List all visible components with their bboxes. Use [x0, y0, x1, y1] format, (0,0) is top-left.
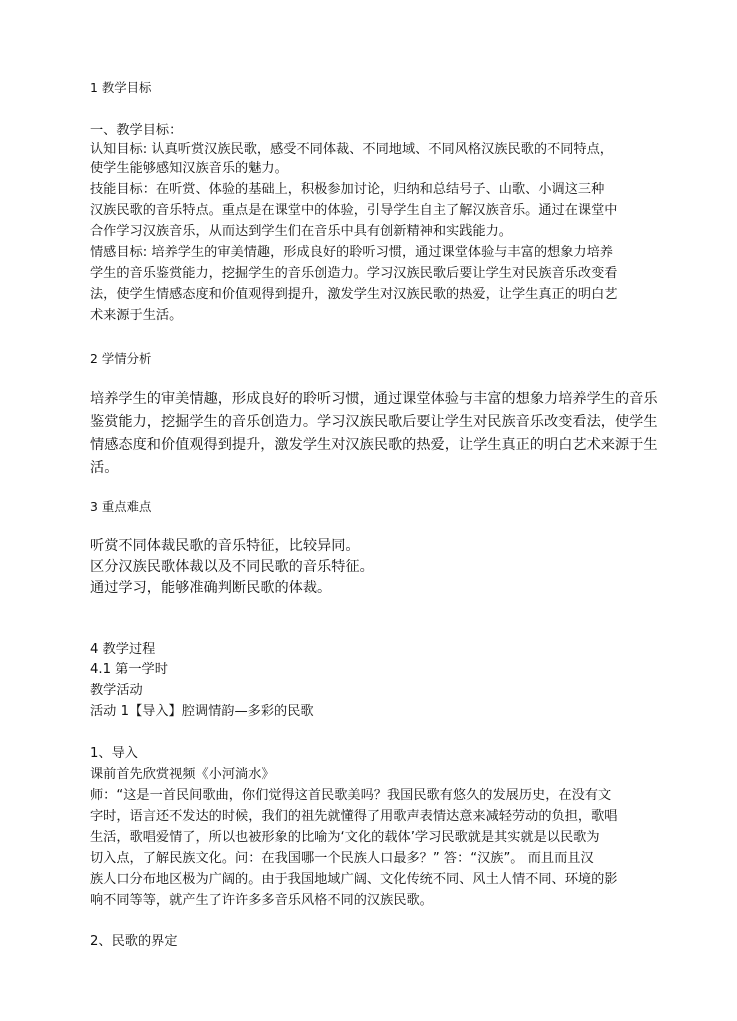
- section-heading-teaching-process: 4 教学过程: [90, 642, 156, 657]
- activity-title: 活动 1【导入】腔调情韵—多彩的民歌: [90, 704, 314, 719]
- paragraph-line: 通过学习，能够准确判断民歌的体裁。: [90, 580, 332, 596]
- subheading-goals: 一、教学目标：: [90, 123, 183, 138]
- paragraph-line: 响不同等等，就产生了许许多多音乐风格不同的汉族民歌。: [90, 893, 433, 908]
- step-title-folk-song-definition: 2、民歌的界定: [90, 934, 178, 949]
- section-heading-student-analysis: 2 学情分析: [90, 351, 152, 366]
- paragraph-line: 认知目标: 认真听赏汉族民歌，感受不同体裁、不同地域、不同风格汉族民歌的不同特点，: [90, 142, 613, 157]
- paragraph-line: 听赏不同体裁民歌的音乐特征，比较异同。: [90, 538, 360, 554]
- paragraph-line: 情感态度和价值观得到提升，激发学生对汉族民歌的热爱，让学生真正的明白艺术来源于生: [90, 437, 658, 453]
- paragraph-line: 师：“这是一首民间歌曲，你们觉得这首民歌美吗？我国民歌有悠久的发展历史，在没有文: [90, 788, 612, 803]
- paragraph-line: 族人口分布地区极为广阔的。由于我国地域广阔、文化传统不同、风土人情不同、环境的影: [90, 872, 618, 887]
- subheading-first-period: 4.1 第一学时: [90, 662, 168, 677]
- paragraph-line: 汉族民歌的音乐特点。重点是在课堂中的体验，引导学生自主了解汉族音乐。通过在课堂中: [90, 203, 618, 218]
- paragraph-line: 使学生能够感知汉族音乐的魅力。: [90, 161, 288, 176]
- paragraph-line: 法，使学生情感态度和价值观得到提升，激发学生对汉族民歌的热爱，让学生真正的明白艺: [90, 287, 618, 302]
- paragraph-line: 生活，歌唱爱情了，所以也被形象的比喻为‘文化的载体’学习民歌就是其实就是以民歌为: [90, 830, 600, 845]
- section-heading-teaching-goals: 1 教学目标: [90, 80, 152, 95]
- paragraph-line: 学生的音乐鉴赏能力，挖掘学生的音乐创造力。学习汉族民歌后要让学生对民族音乐改变看: [90, 266, 618, 281]
- paragraph-line: 鉴赏能力，挖掘学生的音乐创造力。学习汉族民歌后要让学生对民族音乐改变看法，使学生: [90, 414, 658, 430]
- paragraph-line: 区分汉族民歌体裁以及不同民歌的音乐特征。: [90, 559, 374, 575]
- paragraph-line: 活。: [90, 460, 119, 476]
- step-title-intro: 1、导入: [90, 746, 138, 761]
- subheading-activities: 教学活动: [90, 683, 143, 698]
- paragraph-line: 课前首先欣赏视频《小河淌水》: [90, 767, 275, 782]
- paragraph-line: 字时，语言还不发达的时候，我们的祖先就懂得了用歌声表情达意来减轻劳动的负担，歌唱: [90, 809, 618, 824]
- paragraph-line: 培养学生的审美情趣，形成良好的聆听习惯，通过课堂体验与丰富的想象力培养学生的音乐: [90, 391, 658, 407]
- paragraph-line: 技能目标：在听赏、体验的基础上，积极参加讨论，归纳和总结号子、山歌、小调这三种: [90, 182, 605, 197]
- paragraph-line: 合作学习汉族音乐，从而达到学生们在音乐中具有创新精神和实践能力。: [90, 224, 512, 239]
- section-heading-key-points: 3 重点难点: [90, 499, 152, 514]
- paragraph-line: 情感目标: 培养学生的审美情趣，形成良好的聆听习惯，通过课堂体验与丰富的想象力培养: [90, 245, 613, 260]
- paragraph-line: 术来源于生活。: [90, 308, 183, 323]
- paragraph-line: 切入点，了解民族文化。问：在我国哪一个民族人口最多？” 答：“汉族”。 而且而且汉: [90, 851, 594, 866]
